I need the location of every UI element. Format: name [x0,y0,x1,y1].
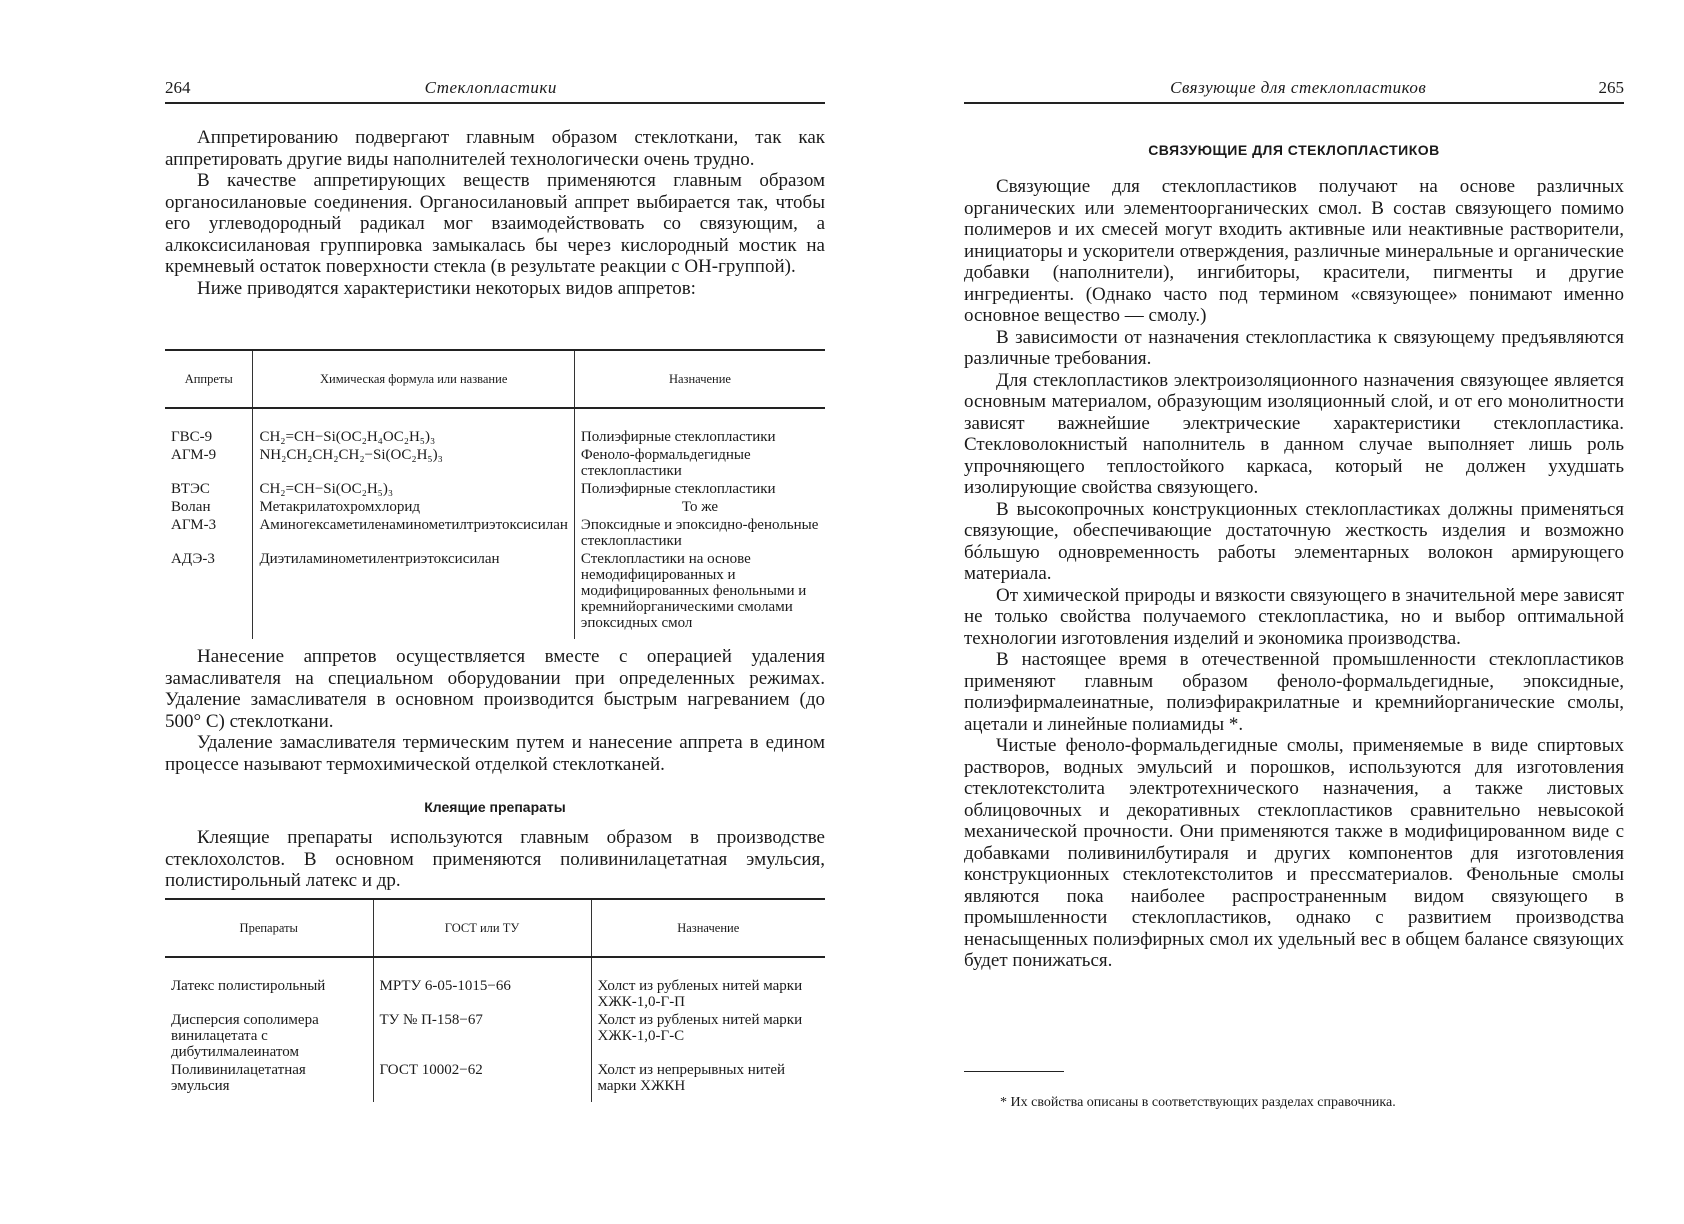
running-title: Стеклопластики [424,78,557,97]
table-row [165,480,825,498]
preparation-purpose: Холст из рубленых нитей марки ХЖК-1,0-Г-П [591,957,825,1011]
paragraph: В высокопрочных конструкционных стеклопластиках должны применяться связующие, обеспечивающие достаточную жесткость изделия и возможно бóльшую одновременность работы элементарных волокон армирующего материала. [964,498,1624,584]
paragraph: Связующие для стеклопластиков получают на основе различных органических или элементоорганических смол. В состав связующего помимо полимеров и их смесей могут входить активные или неактивные растворители, инициаторы и ускорители отверждения, различные минеральные и органические добавки (наполнители), ингибиторы, красители, пигменты и другие ингредиенты. (Однако часто под термином «связующее» понимают именно основное вещество — смолу.) [964,176,1624,326]
appret-name: АДЭ-3 [171,551,215,567]
appret-name: АГМ-3 [171,517,217,533]
appret-purpose: Полиэфирные стеклопластики [574,408,825,446]
page-number: 265 [1598,78,1624,97]
paragraph: Клеящие препараты используются главным образом в производстве стеклохолстов. В основном применяются поливинилацетатная эмульсия, полистирольный латекс и др. [165,827,825,891]
appret-formula: Диэтиламинометилентриэтоксисилан [253,550,574,639]
running-header [964,78,1624,104]
table-row [165,1061,825,1102]
preparation-purpose: Холст из непрерывных нитей марки ХЖКН [591,1061,825,1102]
table-row [165,550,825,639]
paragraph: От химической природы и вязкости связующего в значительной мере зависят не только свойства получаемого стеклопластика, но и выбор оптимальной технологии изготовления изделий и экономика производства. [964,584,1624,649]
preparation-name: Латекс полистирольный [171,978,326,994]
table-row [165,516,825,550]
footnote-divider [964,1071,1064,1072]
running-title: Связующие для стеклопластиков [1170,78,1427,97]
table-header: Назначение [574,350,825,408]
paragraph: Чистые феноло-формальдегидные смолы, применяемые в виде спиртовых растворов, водных эмульсий и порошков, используются для изготовления стеклотекстолита электротехнического назначения, а также листовых облицовочных и декоративных стеклопластиков сравнительно невысокой механической прочности. Они применяются также в модифицированном виде с добавками поливинилбутираля и других компонентов для изготовления конструкционных стеклотекстолитов и прессматериалов. Фенольные смолы являются пока наиболее распространенным видом связующего в промышленности стеклопластиков, однако с развитием производства ненасыщенных полиэфирных смол их удельный вес в общем балансе связующих будет понижаться. [964,735,1624,971]
table-header: Назначение [591,899,825,957]
appret-name: ГВС-9 [171,429,213,445]
appret-formula: Аминогексаметиленаминометилтриэтоксисилан [253,516,574,550]
table-row [165,498,825,516]
preparation-name: Поливинилацетатная эмульсия [171,1062,306,1094]
section-subheading: Клеящие препараты [424,799,566,815]
paragraph: Ниже приводятся характеристики некоторых видов аппретов: [197,277,696,299]
preparations-table [165,898,825,1102]
preparation-gost: ТУ № П-158−67 [373,1011,591,1061]
footnote: * Их свойства описаны в соответствующих разделах справочника. [1000,1095,1396,1110]
body-text [165,646,825,775]
appret-formula: NH₂CH₂CH₂CH₂−Si(OC₂H₅)₃ [253,446,574,480]
appret-purpose: То же [574,498,825,516]
table-header: Аппреты [165,350,253,408]
table-row [165,446,825,480]
running-header [165,78,825,104]
paragraph: В качестве аппретирующих веществ применяются главным образом органосилановые соединения. Органосилановый аппрет выбирается так, чтобы его углеводородный радикал мог взаимодействовать со связующим, а алкоксисилановая группировка замыкалась бы через кислородный мостик на кремневый остаток поверхности стекла (в результате реакции с ОН-группой). [165,170,825,277]
paragraph: В настоящее время в отечественной промышленности стеклопластиков применяют главным образом феноло-формальдегидные, эпоксидные, полиэфирмалеинатные, полиэфиракрилатные и кремнийорганические смолы, ацетали и линейные полиамиды *. [964,649,1624,735]
appret-name: АГМ-9 [171,447,217,463]
table-row [165,957,825,1011]
body-text [964,176,1624,972]
paragraph: Удаление замасливателя термическим путем и нанесение аппрета в едином процессе называют термохимической отделкой стеклотканей. [165,732,825,775]
table-row [165,1011,825,1061]
appret-name: ВТЭС [171,481,210,497]
appret-purpose: Эпоксидные и эпоксидно-фенольные стеклопластики [574,516,825,550]
appret-formula: CH₂=CH−Si(OC₂H₄OC₂H₅)₃ [253,408,574,446]
table-row [165,408,825,446]
paragraph: Аппретированию подвергают главным образом стеклоткани, так как аппретировать другие виды наполнителей технологически очень трудно. [165,127,825,170]
right-page [842,0,1684,1224]
table-header: Препараты [165,899,373,957]
appret-purpose: Стеклопластики на основе немодифицированных и модифицированных фенольными и кремнийорганическими смолами эпоксидных смол [574,550,825,639]
paragraph: В зависимости от назначения стеклопластика к связующему предъявляются различные требования. [964,326,1624,369]
paragraph: Нанесение аппретов осуществляется вместе с операцией удаления замасливателя на специальном оборудовании при определенных режимах. Удаление замасливателя в основном производится быстрым нагреванием (до 500° С) стеклоткани. [165,646,825,732]
preparation-gost: ГОСТ 10002−62 [373,1061,591,1102]
page-number: 264 [165,78,191,97]
body-text [165,127,825,299]
appret-formula: CH₂=CH−Si(OC₂H₅)₃ [253,480,574,498]
preparation-purpose: Холст из рубленых нитей марки ХЖК-1,0-Г-С [591,1011,825,1061]
appret-table [165,349,825,639]
preparation-gost: МРТУ 6-05-1015−66 [373,957,591,1011]
table-header: Химическая формула или название [253,350,574,408]
appret-purpose: Полиэфирные стеклопластики [574,480,825,498]
paragraph: Для стеклопластиков электроизоляционного назначения связующее является основным материалом, образующим изоляционный слой, и от его монолитности зависят важнейшие электрические характеристики стеклопластика. Стекловолокнистый наполнитель в данном случае выполняет лишь роль упрочняющего теплостойкого каркаса, который не должен ухудшать изолирующие свойства связующего. [964,369,1624,498]
preparation-name: Дисперсия сополимера винилацетата с дибутилмалеинатом [171,1012,319,1060]
appret-purpose: Феноло-формальдегидные стеклопластики [574,446,825,480]
appret-name: Волан [171,499,211,515]
table-header: ГОСТ или ТУ [373,899,591,957]
appret-formula: Метакрилатохромхлорид [253,498,574,516]
section-heading: СВЯЗУЮЩИЕ ДЛЯ СТЕКЛОПЛАСТИКОВ [1148,142,1440,158]
body-text [165,827,825,892]
